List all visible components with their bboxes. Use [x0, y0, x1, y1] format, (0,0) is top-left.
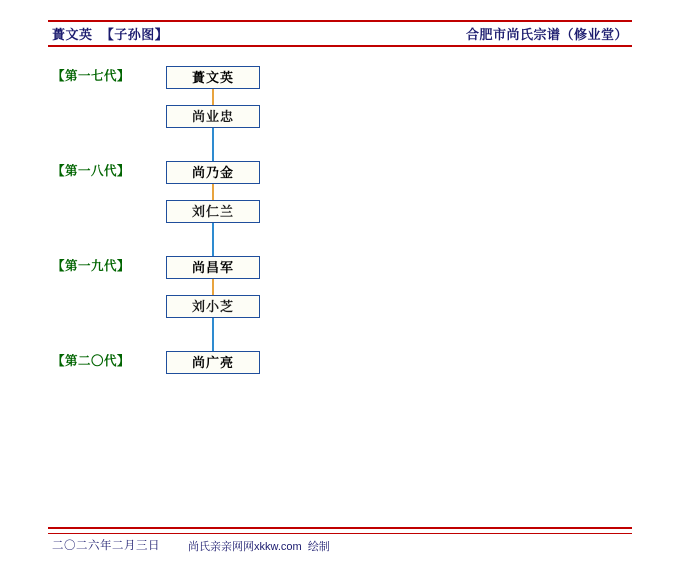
header-chart-type: 【子孙图】 [100, 27, 169, 42]
generation-label-19: 【第一九代】 [52, 259, 131, 273]
footer-credit [188, 538, 330, 554]
footer-divider-bottom [48, 533, 632, 534]
header-person-name: 蕢文英 [52, 27, 93, 42]
person-box-1[interactable]: 蕢文英 [166, 66, 260, 89]
generation-label-20: 【第二〇代】 [52, 354, 131, 368]
connector-line-1 [212, 89, 214, 105]
footer-credit-prefix: 尚氏亲亲网网 [188, 541, 254, 553]
footer-credit-suffix: 绘制 [307, 541, 330, 553]
person-box-4[interactable]: 刘仁兰 [166, 200, 260, 223]
person-box-3[interactable]: 尚乃金 [166, 161, 260, 184]
connector-line-5 [212, 279, 214, 295]
connector-line-6 [212, 318, 214, 351]
person-box-2[interactable]: 尚业忠 [166, 105, 260, 128]
connector-line-4 [212, 223, 214, 256]
connector-line-3 [212, 184, 214, 200]
person-box-7[interactable]: 尚广亮 [166, 351, 260, 374]
footer-date: 二〇二六年二月三日 [52, 540, 160, 552]
generation-label-17: 【第一七代】 [52, 69, 131, 83]
generation-label-18: 【第一八代】 [52, 164, 131, 178]
header-divider-top [48, 20, 632, 22]
header-book-title: 合肥市尚氏宗谱（修业堂） [465, 27, 628, 42]
header-left-title [52, 24, 168, 43]
header-divider-bottom [48, 45, 632, 47]
footer-credit-site: xkkw.com [254, 541, 302, 553]
person-box-6[interactable]: 刘小芝 [166, 295, 260, 318]
connector-line-2 [212, 128, 214, 161]
person-box-5[interactable]: 尚昌军 [166, 256, 260, 279]
footer-divider-top [48, 527, 632, 529]
